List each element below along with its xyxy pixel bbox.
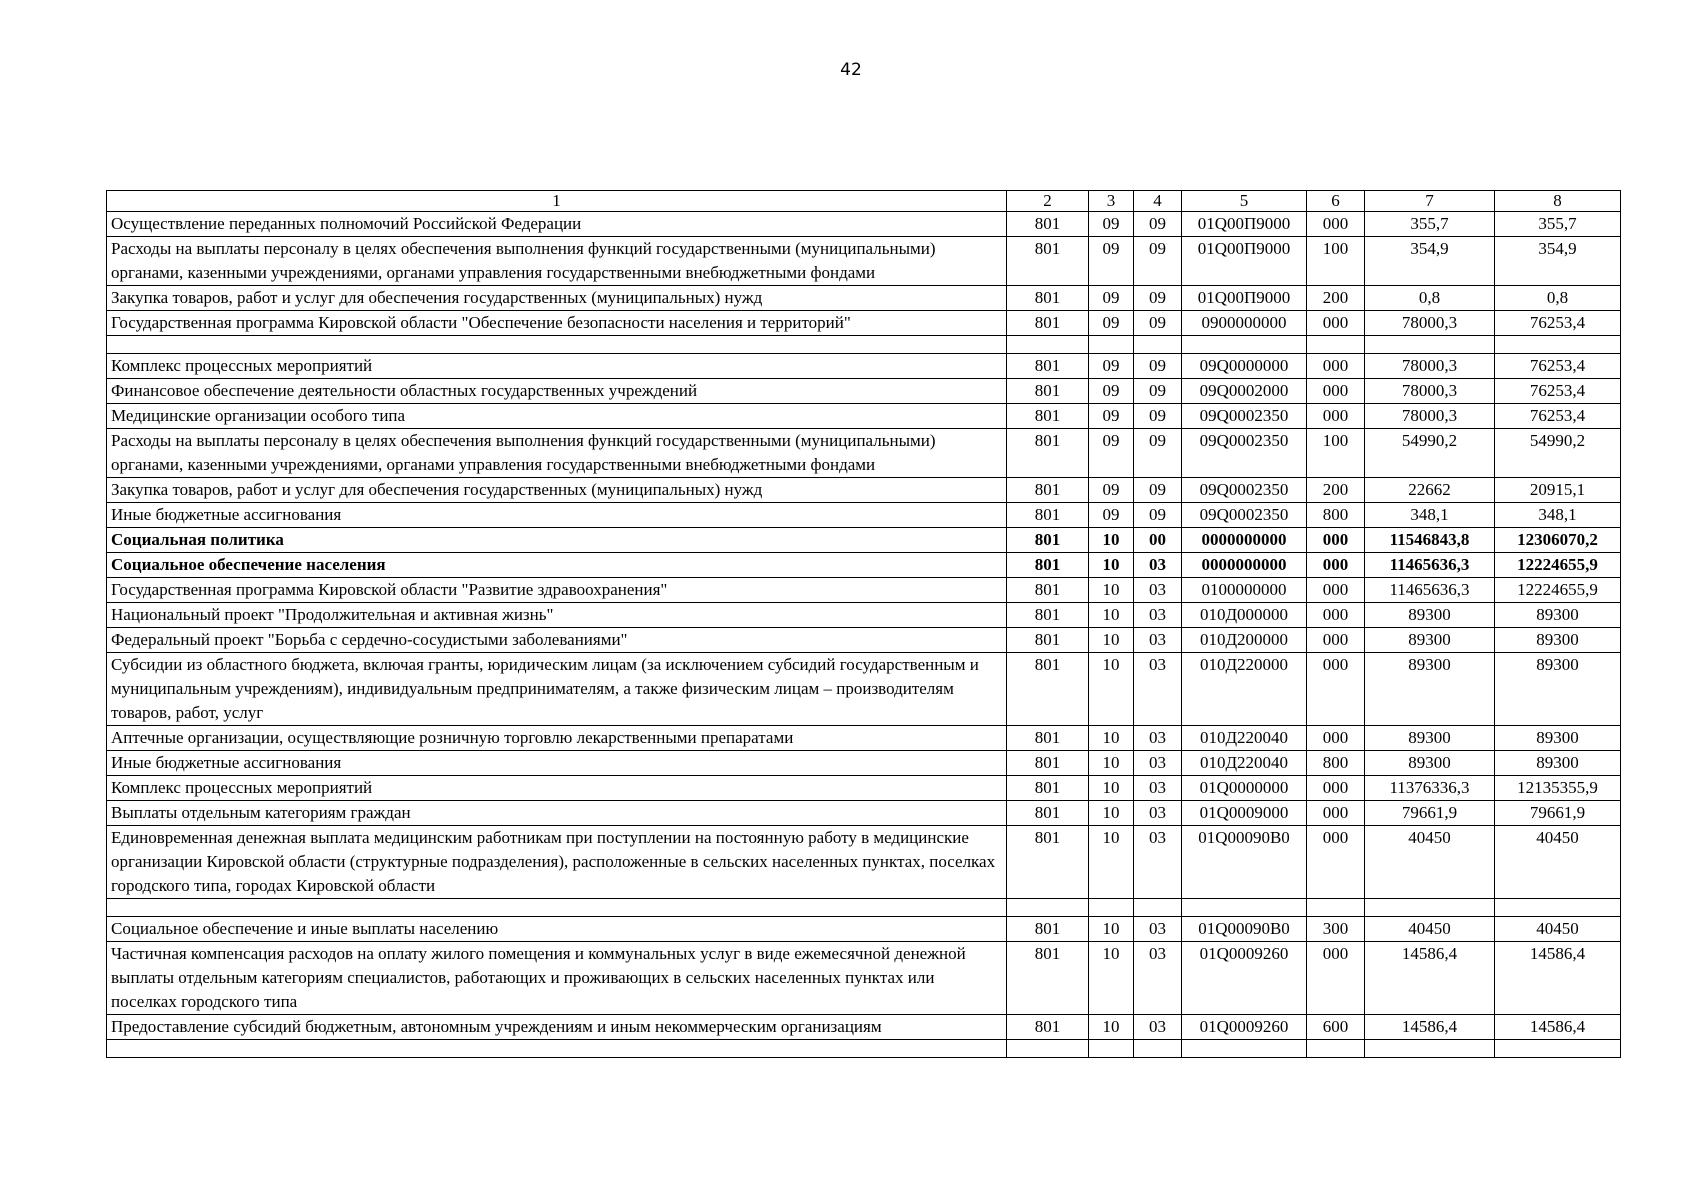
section-code-cell: 09 xyxy=(1089,503,1134,528)
ministry-code-cell: 801 xyxy=(1007,478,1089,503)
row-name-cell: Социальное обеспечение населения xyxy=(107,553,1007,578)
row-name-cell: Субсидии из областного бюджета, включая гранты, юридическим лицам (за исключением субсидий государственным и муниципальным учреждениям), индивидуальным предпринимателям, а также физическим лицам – производителям товаров, работ, услуг xyxy=(107,653,1007,726)
ministry-code-cell: 801 xyxy=(1007,578,1089,603)
page-number: 42 xyxy=(840,60,862,80)
amount-year2-cell: 89300 xyxy=(1495,726,1621,751)
section-code-cell: 10 xyxy=(1089,942,1134,1015)
subsection-code-cell: 03 xyxy=(1134,726,1182,751)
column-header: 2 xyxy=(1007,191,1089,212)
table-row xyxy=(107,942,1621,1015)
section-code-cell: 10 xyxy=(1089,628,1134,653)
row-name-cell: Осуществление переданных полномочий Российской Федерации xyxy=(107,212,1007,237)
subsection-code-cell: 03 xyxy=(1134,776,1182,801)
empty-cell xyxy=(1089,1040,1134,1058)
target-article-cell: 010Д220040 xyxy=(1182,726,1307,751)
ministry-code-cell: 801 xyxy=(1007,404,1089,429)
target-article-cell: 09Q0002350 xyxy=(1182,404,1307,429)
section-code-cell: 10 xyxy=(1089,528,1134,553)
table-row xyxy=(107,286,1621,311)
amount-year2-cell: 12224655,9 xyxy=(1495,578,1621,603)
empty-cell xyxy=(1089,336,1134,354)
empty-cell xyxy=(1182,1040,1307,1058)
empty-cell xyxy=(1134,1040,1182,1058)
amount-year1-cell: 78000,3 xyxy=(1365,311,1495,336)
subsection-code-cell: 09 xyxy=(1134,212,1182,237)
row-spacer xyxy=(107,336,1621,354)
ministry-code-cell: 801 xyxy=(1007,653,1089,726)
section-code-cell: 09 xyxy=(1089,286,1134,311)
table-header-row xyxy=(107,191,1621,212)
section-code-cell: 10 xyxy=(1089,751,1134,776)
ministry-code-cell: 801 xyxy=(1007,726,1089,751)
ministry-code-cell: 801 xyxy=(1007,354,1089,379)
amount-year1-cell: 11465636,3 xyxy=(1365,578,1495,603)
amount-year2-cell: 76253,4 xyxy=(1495,379,1621,404)
table-row xyxy=(107,528,1621,553)
expense-type-cell: 300 xyxy=(1307,917,1365,942)
column-header: 1 xyxy=(107,191,1007,212)
subsection-code-cell: 03 xyxy=(1134,553,1182,578)
target-article-cell: 0100000000 xyxy=(1182,578,1307,603)
table-row xyxy=(107,1015,1621,1040)
amount-year2-cell: 54990,2 xyxy=(1495,429,1621,478)
empty-cell xyxy=(107,336,1007,354)
target-article-cell: 01Q00П9000 xyxy=(1182,286,1307,311)
expense-type-cell: 000 xyxy=(1307,776,1365,801)
target-article-cell: 09Q0002350 xyxy=(1182,429,1307,478)
amount-year1-cell: 89300 xyxy=(1365,726,1495,751)
section-code-cell: 10 xyxy=(1089,578,1134,603)
amount-year2-cell: 89300 xyxy=(1495,751,1621,776)
table-row xyxy=(107,503,1621,528)
row-spacer xyxy=(107,899,1621,917)
amount-year1-cell: 40450 xyxy=(1365,917,1495,942)
empty-cell xyxy=(1089,899,1134,917)
row-name-cell: Закупка товаров, работ и услуг для обеспечения государственных (муниципальных) нужд xyxy=(107,286,1007,311)
row-name-cell: Комплекс процессных мероприятий xyxy=(107,354,1007,379)
expense-type-cell: 000 xyxy=(1307,603,1365,628)
expense-type-cell: 000 xyxy=(1307,578,1365,603)
subsection-code-cell: 09 xyxy=(1134,503,1182,528)
section-code-cell: 10 xyxy=(1089,553,1134,578)
amount-year1-cell: 348,1 xyxy=(1365,503,1495,528)
row-name-cell: Национальный проект "Продолжительная и активная жизнь" xyxy=(107,603,1007,628)
section-code-cell: 09 xyxy=(1089,478,1134,503)
subsection-code-cell: 03 xyxy=(1134,751,1182,776)
amount-year2-cell: 76253,4 xyxy=(1495,404,1621,429)
empty-cell xyxy=(1495,899,1621,917)
target-article-cell: 01Q0009000 xyxy=(1182,801,1307,826)
subsection-code-cell: 03 xyxy=(1134,653,1182,726)
target-article-cell: 01Q0009260 xyxy=(1182,1015,1307,1040)
target-article-cell: 01Q00П9000 xyxy=(1182,212,1307,237)
table-row xyxy=(107,311,1621,336)
empty-cell xyxy=(1307,336,1365,354)
ministry-code-cell: 801 xyxy=(1007,942,1089,1015)
amount-year1-cell: 14586,4 xyxy=(1365,942,1495,1015)
ministry-code-cell: 801 xyxy=(1007,237,1089,286)
target-article-cell: 010Д220040 xyxy=(1182,751,1307,776)
table-row xyxy=(107,628,1621,653)
target-article-cell: 01Q0009260 xyxy=(1182,942,1307,1015)
column-header: 6 xyxy=(1307,191,1365,212)
table-row xyxy=(107,379,1621,404)
target-article-cell: 010Д220000 xyxy=(1182,653,1307,726)
subsection-code-cell: 09 xyxy=(1134,478,1182,503)
amount-year1-cell: 11376336,3 xyxy=(1365,776,1495,801)
subsection-code-cell: 09 xyxy=(1134,237,1182,286)
amount-year1-cell: 22662 xyxy=(1365,478,1495,503)
expense-type-cell: 000 xyxy=(1307,653,1365,726)
subsection-code-cell: 03 xyxy=(1134,942,1182,1015)
row-name-cell: Иные бюджетные ассигнования xyxy=(107,751,1007,776)
empty-cell xyxy=(107,899,1007,917)
row-name-cell: Частичная компенсация расходов на оплату жилого помещения и коммунальных услуг в виде ежемесячной денежной выплаты отдельным категориям специалистов, работающих и проживающих в сельских населенных пунктах или поселках городского типа xyxy=(107,942,1007,1015)
subsection-code-cell: 09 xyxy=(1134,354,1182,379)
section-code-cell: 10 xyxy=(1089,653,1134,726)
row-name-cell: Расходы на выплаты персоналу в целях обеспечения выполнения функций государственными (муниципальными) органами, казенными учреждениями, органами управления государственными внебюджетными фондами xyxy=(107,429,1007,478)
expense-type-cell: 000 xyxy=(1307,404,1365,429)
table-row xyxy=(107,404,1621,429)
table-row xyxy=(107,237,1621,286)
table-row xyxy=(107,354,1621,379)
amount-year2-cell: 12306070,2 xyxy=(1495,528,1621,553)
amount-year2-cell: 89300 xyxy=(1495,628,1621,653)
column-header: 3 xyxy=(1089,191,1134,212)
target-article-cell: 0000000000 xyxy=(1182,553,1307,578)
expense-type-cell: 800 xyxy=(1307,503,1365,528)
row-name-cell: Финансовое обеспечение деятельности областных государственных учреждений xyxy=(107,379,1007,404)
subsection-code-cell: 03 xyxy=(1134,578,1182,603)
empty-cell xyxy=(1007,899,1089,917)
amount-year2-cell: 76253,4 xyxy=(1495,311,1621,336)
row-name-cell: Иные бюджетные ассигнования xyxy=(107,503,1007,528)
amount-year1-cell: 54990,2 xyxy=(1365,429,1495,478)
ministry-code-cell: 801 xyxy=(1007,826,1089,899)
amount-year2-cell: 89300 xyxy=(1495,653,1621,726)
section-code-cell: 09 xyxy=(1089,237,1134,286)
amount-year2-cell: 0,8 xyxy=(1495,286,1621,311)
target-article-cell: 0900000000 xyxy=(1182,311,1307,336)
target-article-cell: 010Д000000 xyxy=(1182,603,1307,628)
table-row xyxy=(107,212,1621,237)
ministry-code-cell: 801 xyxy=(1007,212,1089,237)
amount-year1-cell: 79661,9 xyxy=(1365,801,1495,826)
section-code-cell: 10 xyxy=(1089,917,1134,942)
section-code-cell: 10 xyxy=(1089,1015,1134,1040)
section-code-cell: 10 xyxy=(1089,776,1134,801)
ministry-code-cell: 801 xyxy=(1007,311,1089,336)
table-row xyxy=(107,578,1621,603)
table-row xyxy=(107,478,1621,503)
empty-cell xyxy=(1182,336,1307,354)
amount-year1-cell: 40450 xyxy=(1365,826,1495,899)
expense-type-cell: 000 xyxy=(1307,553,1365,578)
ministry-code-cell: 801 xyxy=(1007,801,1089,826)
empty-cell xyxy=(1307,899,1365,917)
row-name-cell: Закупка товаров, работ и услуг для обеспечения государственных (муниципальных) нужд xyxy=(107,478,1007,503)
table-row xyxy=(107,917,1621,942)
subsection-code-cell: 03 xyxy=(1134,801,1182,826)
empty-cell xyxy=(1495,336,1621,354)
row-spacer xyxy=(107,1040,1621,1058)
section-code-cell: 10 xyxy=(1089,603,1134,628)
expense-type-cell: 100 xyxy=(1307,237,1365,286)
row-name-cell: Государственная программа Кировской области "Обеспечение безопасности населения и территорий" xyxy=(107,311,1007,336)
subsection-code-cell: 09 xyxy=(1134,429,1182,478)
amount-year2-cell: 354,9 xyxy=(1495,237,1621,286)
subsection-code-cell: 09 xyxy=(1134,379,1182,404)
subsection-code-cell: 03 xyxy=(1134,628,1182,653)
ministry-code-cell: 801 xyxy=(1007,286,1089,311)
empty-cell xyxy=(1007,336,1089,354)
section-code-cell: 10 xyxy=(1089,826,1134,899)
row-name-cell: Социальное обеспечение и иные выплаты населению xyxy=(107,917,1007,942)
expense-type-cell: 000 xyxy=(1307,528,1365,553)
expense-type-cell: 200 xyxy=(1307,286,1365,311)
amount-year1-cell: 78000,3 xyxy=(1365,354,1495,379)
target-article-cell: 01Q00090B0 xyxy=(1182,917,1307,942)
expense-type-cell: 000 xyxy=(1307,628,1365,653)
amount-year2-cell: 89300 xyxy=(1495,603,1621,628)
amount-year1-cell: 89300 xyxy=(1365,751,1495,776)
row-name-cell: Комплекс процессных мероприятий xyxy=(107,776,1007,801)
amount-year1-cell: 78000,3 xyxy=(1365,404,1495,429)
subsection-code-cell: 03 xyxy=(1134,1015,1182,1040)
row-name-cell: Социальная политика xyxy=(107,528,1007,553)
empty-cell xyxy=(1007,1040,1089,1058)
expense-type-cell: 000 xyxy=(1307,826,1365,899)
table-row xyxy=(107,553,1621,578)
section-code-cell: 09 xyxy=(1089,379,1134,404)
row-name-cell: Выплаты отдельным категориям граждан xyxy=(107,801,1007,826)
ministry-code-cell: 801 xyxy=(1007,429,1089,478)
amount-year1-cell: 355,7 xyxy=(1365,212,1495,237)
ministry-code-cell: 801 xyxy=(1007,603,1089,628)
empty-cell xyxy=(1182,899,1307,917)
expense-type-cell: 800 xyxy=(1307,751,1365,776)
ministry-code-cell: 801 xyxy=(1007,917,1089,942)
amount-year2-cell: 20915,1 xyxy=(1495,478,1621,503)
amount-year2-cell: 12135355,9 xyxy=(1495,776,1621,801)
subsection-code-cell: 03 xyxy=(1134,917,1182,942)
amount-year1-cell: 78000,3 xyxy=(1365,379,1495,404)
target-article-cell: 01Q00090B0 xyxy=(1182,826,1307,899)
amount-year2-cell: 40450 xyxy=(1495,826,1621,899)
section-code-cell: 09 xyxy=(1089,429,1134,478)
budget-table xyxy=(106,190,1621,1058)
subsection-code-cell: 03 xyxy=(1134,603,1182,628)
empty-cell xyxy=(1495,1040,1621,1058)
subsection-code-cell: 03 xyxy=(1134,826,1182,899)
section-code-cell: 09 xyxy=(1089,212,1134,237)
amount-year2-cell: 79661,9 xyxy=(1495,801,1621,826)
expense-type-cell: 000 xyxy=(1307,801,1365,826)
table-row xyxy=(107,751,1621,776)
amount-year2-cell: 76253,4 xyxy=(1495,354,1621,379)
subsection-code-cell: 00 xyxy=(1134,528,1182,553)
empty-cell xyxy=(1365,1040,1495,1058)
table-row xyxy=(107,826,1621,899)
row-name-cell: Единовременная денежная выплата медицинским работникам при поступлении на постоянную работу в медицинские организации Кировской области (структурные подразделения), расположенные в сельских населенных пунктах, поселках городского типа, городах Кировской области xyxy=(107,826,1007,899)
amount-year1-cell: 89300 xyxy=(1365,603,1495,628)
table-row xyxy=(107,726,1621,751)
empty-cell xyxy=(1365,336,1495,354)
empty-cell xyxy=(1307,1040,1365,1058)
empty-cell xyxy=(1365,899,1495,917)
table-row xyxy=(107,429,1621,478)
row-name-cell: Аптечные организации, осуществляющие розничную торговлю лекарственными препаратами xyxy=(107,726,1007,751)
expense-type-cell: 000 xyxy=(1307,354,1365,379)
target-article-cell: 09Q0002350 xyxy=(1182,503,1307,528)
amount-year2-cell: 14586,4 xyxy=(1495,1015,1621,1040)
row-name-cell: Расходы на выплаты персоналу в целях обеспечения выполнения функций государственными (муниципальными) органами, казенными учреждениями, органами управления государственными внебюджетными фондами xyxy=(107,237,1007,286)
table-body xyxy=(107,212,1621,1058)
amount-year2-cell: 355,7 xyxy=(1495,212,1621,237)
expense-type-cell: 200 xyxy=(1307,478,1365,503)
target-article-cell: 0000000000 xyxy=(1182,528,1307,553)
table-row xyxy=(107,776,1621,801)
expense-type-cell: 000 xyxy=(1307,212,1365,237)
target-article-cell: 09Q0000000 xyxy=(1182,354,1307,379)
empty-cell xyxy=(1134,899,1182,917)
amount-year2-cell: 348,1 xyxy=(1495,503,1621,528)
section-code-cell: 09 xyxy=(1089,311,1134,336)
ministry-code-cell: 801 xyxy=(1007,528,1089,553)
section-code-cell: 09 xyxy=(1089,404,1134,429)
row-name-cell: Федеральный проект "Борьба с сердечно-сосудистыми заболеваниями" xyxy=(107,628,1007,653)
section-code-cell: 10 xyxy=(1089,726,1134,751)
expense-type-cell: 000 xyxy=(1307,311,1365,336)
section-code-cell: 09 xyxy=(1089,354,1134,379)
column-header: 5 xyxy=(1182,191,1307,212)
amount-year2-cell: 12224655,9 xyxy=(1495,553,1621,578)
row-name-cell: Медицинские организации особого типа xyxy=(107,404,1007,429)
target-article-cell: 01Q00П9000 xyxy=(1182,237,1307,286)
target-article-cell: 09Q0002350 xyxy=(1182,478,1307,503)
amount-year1-cell: 14586,4 xyxy=(1365,1015,1495,1040)
amount-year1-cell: 89300 xyxy=(1365,653,1495,726)
amount-year1-cell: 11546843,8 xyxy=(1365,528,1495,553)
ministry-code-cell: 801 xyxy=(1007,503,1089,528)
ministry-code-cell: 801 xyxy=(1007,776,1089,801)
column-header: 8 xyxy=(1495,191,1621,212)
expense-type-cell: 000 xyxy=(1307,942,1365,1015)
target-article-cell: 010Д200000 xyxy=(1182,628,1307,653)
amount-year2-cell: 14586,4 xyxy=(1495,942,1621,1015)
column-header: 4 xyxy=(1134,191,1182,212)
expense-type-cell: 600 xyxy=(1307,1015,1365,1040)
subsection-code-cell: 09 xyxy=(1134,286,1182,311)
column-header: 7 xyxy=(1365,191,1495,212)
expense-type-cell: 100 xyxy=(1307,429,1365,478)
subsection-code-cell: 09 xyxy=(1134,311,1182,336)
table-row xyxy=(107,603,1621,628)
ministry-code-cell: 801 xyxy=(1007,553,1089,578)
target-article-cell: 01Q0000000 xyxy=(1182,776,1307,801)
expense-type-cell: 000 xyxy=(1307,726,1365,751)
empty-cell xyxy=(1134,336,1182,354)
table-row xyxy=(107,801,1621,826)
expense-type-cell: 000 xyxy=(1307,379,1365,404)
amount-year1-cell: 11465636,3 xyxy=(1365,553,1495,578)
amount-year1-cell: 89300 xyxy=(1365,628,1495,653)
row-name-cell: Предоставление субсидий бюджетным, автономным учреждениям и иным некоммерческим организациям xyxy=(107,1015,1007,1040)
subsection-code-cell: 09 xyxy=(1134,404,1182,429)
row-name-cell: Государственная программа Кировской области "Развитие здравоохранения" xyxy=(107,578,1007,603)
target-article-cell: 09Q0002000 xyxy=(1182,379,1307,404)
ministry-code-cell: 801 xyxy=(1007,379,1089,404)
amount-year1-cell: 0,8 xyxy=(1365,286,1495,311)
amount-year2-cell: 40450 xyxy=(1495,917,1621,942)
table-row xyxy=(107,653,1621,726)
section-code-cell: 10 xyxy=(1089,801,1134,826)
empty-cell xyxy=(107,1040,1007,1058)
amount-year1-cell: 354,9 xyxy=(1365,237,1495,286)
ministry-code-cell: 801 xyxy=(1007,1015,1089,1040)
ministry-code-cell: 801 xyxy=(1007,751,1089,776)
ministry-code-cell: 801 xyxy=(1007,628,1089,653)
